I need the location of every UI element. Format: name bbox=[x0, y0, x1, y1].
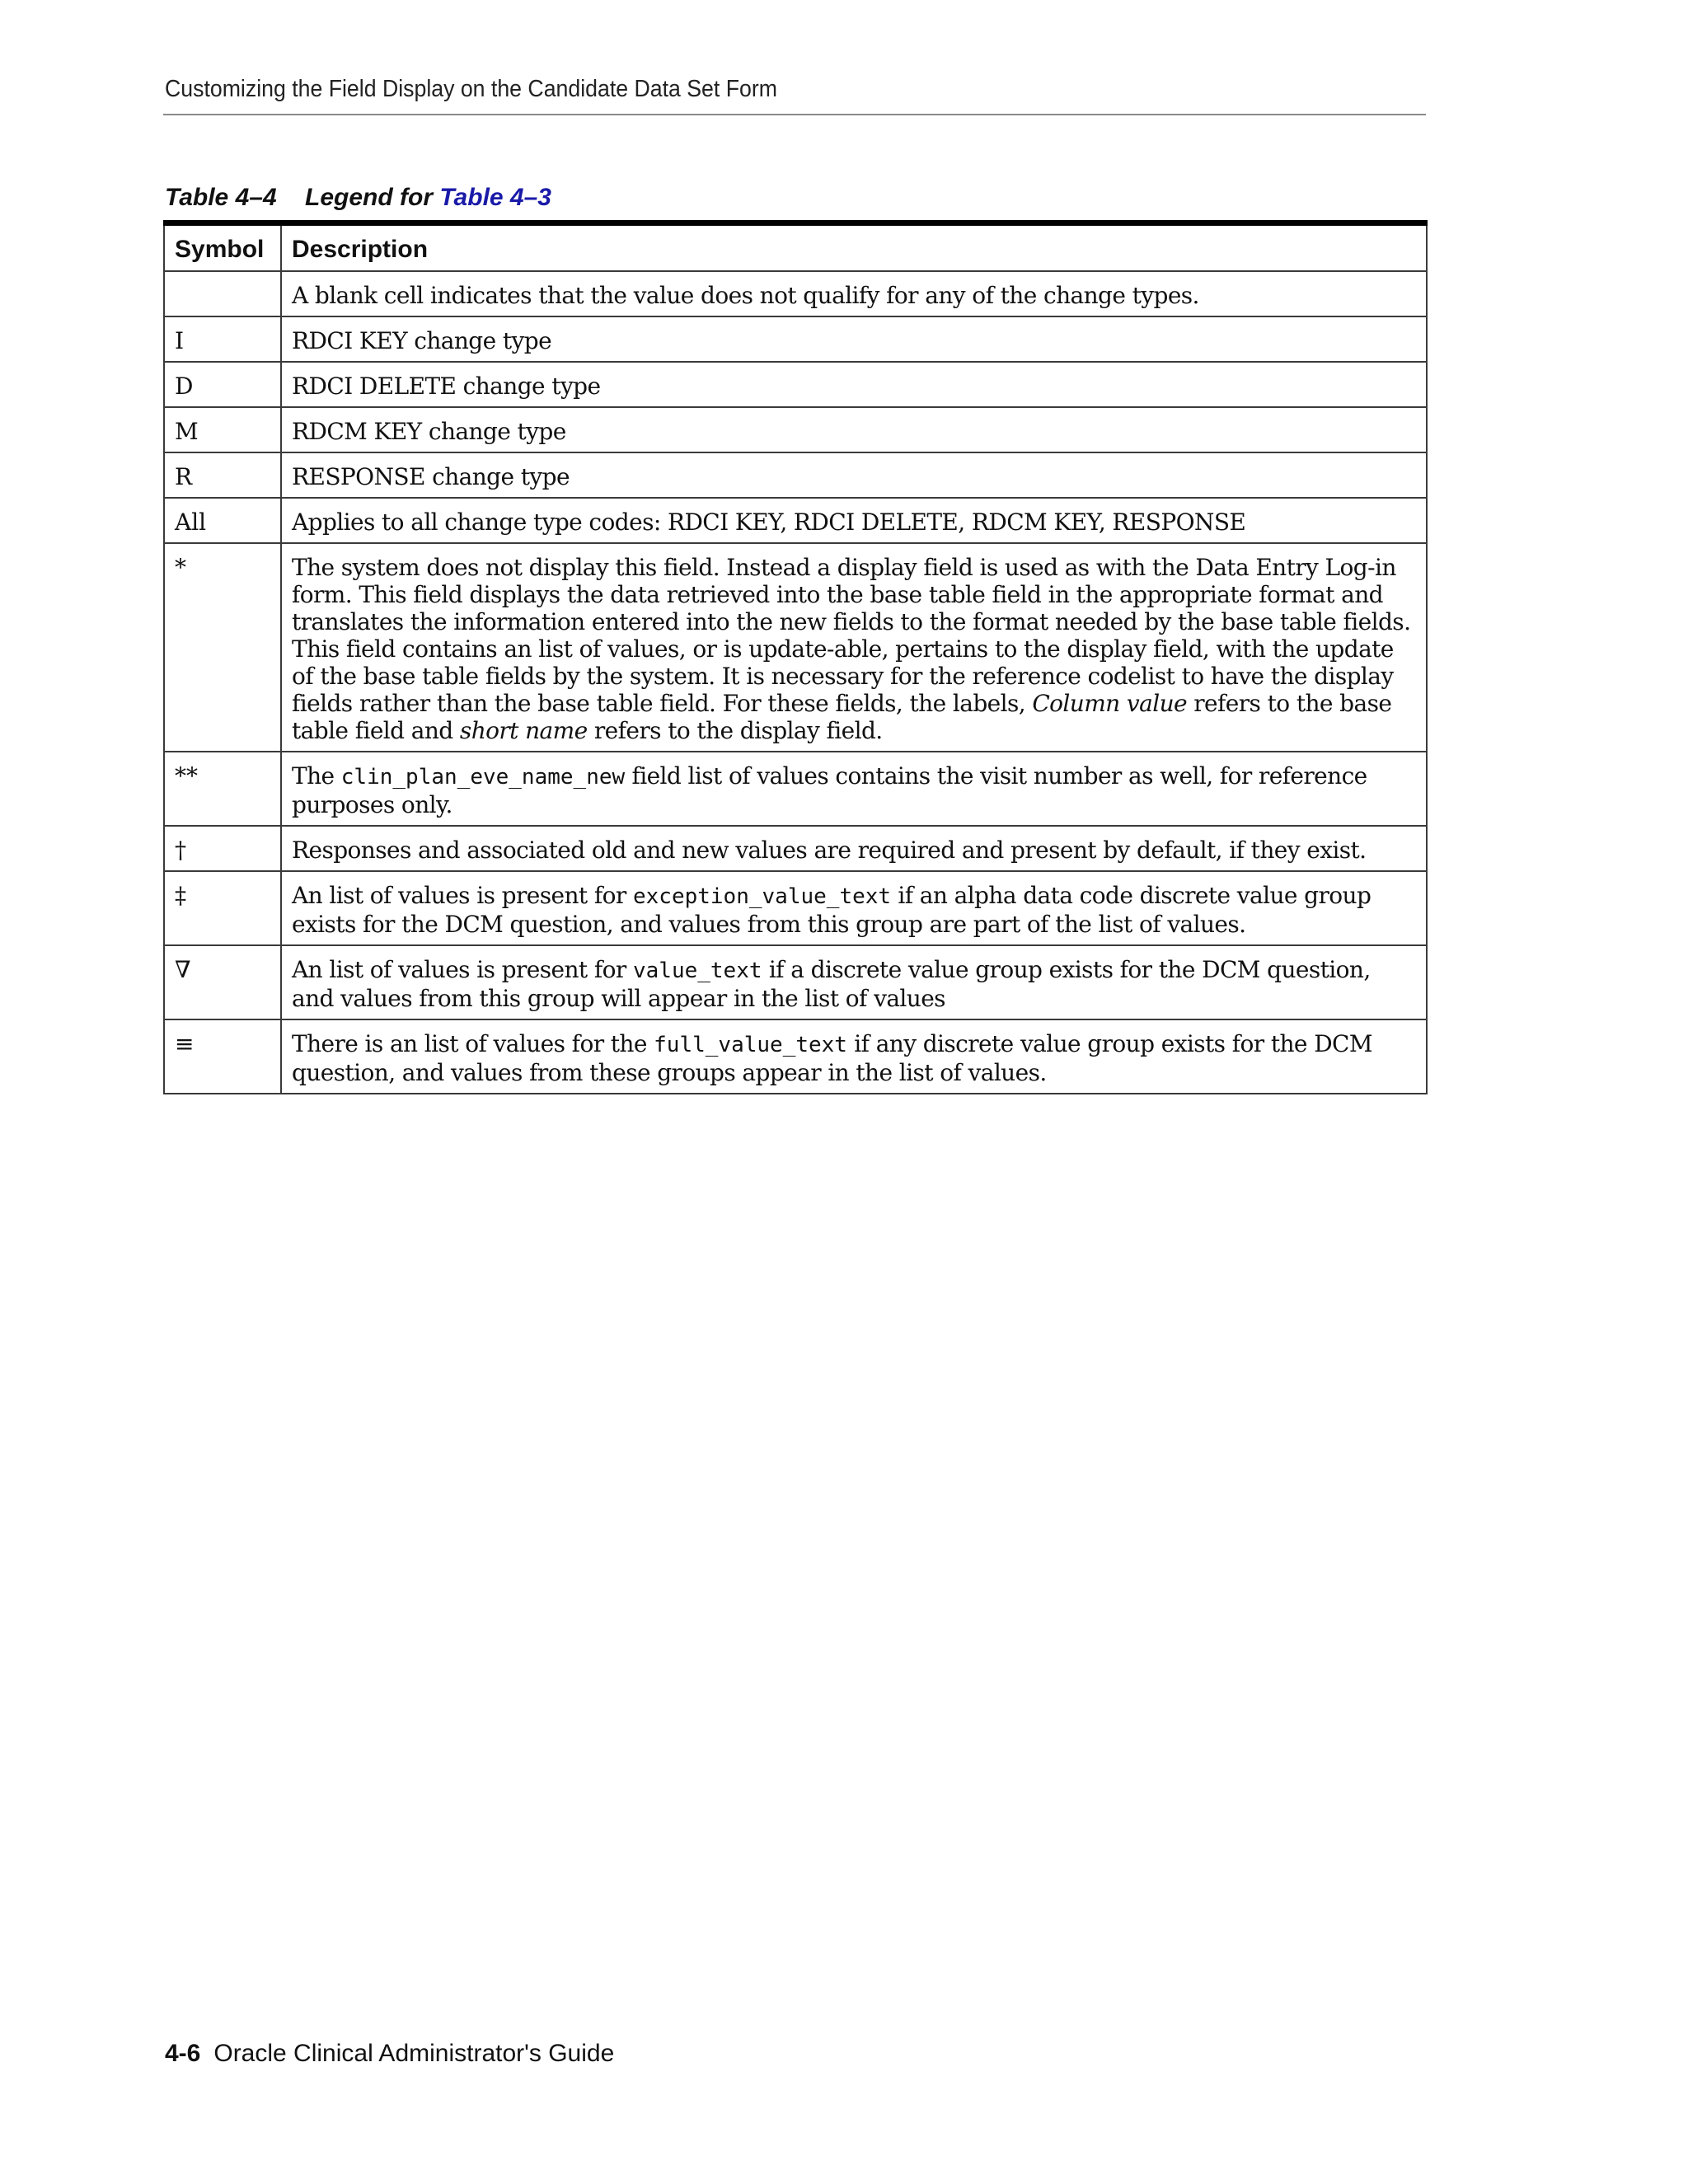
code-term: value_text bbox=[632, 958, 762, 983]
table-row bbox=[164, 871, 1427, 945]
symbol-cell: ** bbox=[164, 752, 281, 826]
legend-table bbox=[163, 220, 1428, 1094]
description-cell bbox=[281, 945, 1427, 1019]
table-caption-title: Legend for bbox=[305, 184, 433, 211]
header-divider bbox=[163, 114, 1426, 115]
description-cell bbox=[281, 871, 1427, 945]
description-text: if any discrete value group exists for the DCM question, and values from these groups appear in the list of values. bbox=[292, 1030, 1372, 1086]
table-row bbox=[164, 452, 1427, 498]
description-cell bbox=[281, 543, 1427, 752]
description-cell: RDCI KEY change type bbox=[281, 316, 1427, 362]
symbol-cell bbox=[164, 271, 281, 316]
description-text: field list of values contains the visit number as well, for reference purposes only. bbox=[292, 762, 1367, 818]
description-cell bbox=[281, 752, 1427, 826]
code-term: clin_plan_eve_name_new bbox=[340, 765, 626, 790]
table-header-row bbox=[164, 223, 1427, 272]
symbol-cell: All bbox=[164, 498, 281, 543]
description-text: An list of values is present for bbox=[292, 882, 633, 909]
symbol-cell: R bbox=[164, 452, 281, 498]
symbol-cell: ∇ bbox=[164, 945, 281, 1019]
table-caption bbox=[165, 184, 551, 212]
table-row bbox=[164, 498, 1427, 543]
description-cell: RDCI DELETE change type bbox=[281, 362, 1427, 407]
table-caption-number: Table 4–4 bbox=[165, 184, 277, 211]
book-title: Oracle Clinical Administrator's Guide bbox=[213, 2040, 615, 2067]
table-row bbox=[164, 316, 1427, 362]
symbol-cell: ‡ bbox=[164, 871, 281, 945]
column-header-symbol: Symbol bbox=[164, 223, 281, 272]
description-text: if a discrete value group exists for the DCM question, and values from this group will appear in the list of values bbox=[292, 956, 1371, 1012]
italic-term: short name bbox=[459, 717, 588, 744]
table-4-3-link[interactable]: Table 4–3 bbox=[439, 184, 551, 211]
symbol-cell: D bbox=[164, 362, 281, 407]
table-row bbox=[164, 1019, 1427, 1094]
description-text: There is an list of values for the bbox=[292, 1030, 654, 1057]
table-row bbox=[164, 826, 1427, 871]
description-text: The bbox=[292, 762, 341, 790]
description-cell: Applies to all change type codes: RDCI KEY, RDCI DELETE, RDCM KEY, RESPONSE bbox=[281, 498, 1427, 543]
description-text: refers to the display field. bbox=[587, 717, 883, 744]
running-header: Customizing the Field Display on the Candidate Data Set Form bbox=[165, 76, 777, 102]
table-row bbox=[164, 945, 1427, 1019]
table-row bbox=[164, 752, 1427, 826]
description-cell: RDCM KEY change type bbox=[281, 407, 1427, 452]
description-text: if an alpha data code discrete value group exists for the DCM question, and values from this group are part of the list of values. bbox=[292, 882, 1372, 938]
description-cell bbox=[281, 1019, 1427, 1094]
table-row bbox=[164, 362, 1427, 407]
page-number: 4-6 bbox=[165, 2040, 201, 2067]
table-row bbox=[164, 407, 1427, 452]
italic-term: Column value bbox=[1032, 690, 1187, 717]
symbol-cell: I bbox=[164, 316, 281, 362]
description-text: An list of values is present for bbox=[292, 956, 633, 983]
symbol-cell: † bbox=[164, 826, 281, 871]
description-text: refers to the base table field and bbox=[292, 690, 1392, 744]
table-row bbox=[164, 271, 1427, 316]
symbol-cell: ≡ bbox=[164, 1019, 281, 1094]
symbol-cell: * bbox=[164, 543, 281, 752]
description-cell: RESPONSE change type bbox=[281, 452, 1427, 498]
page-footer bbox=[165, 2040, 614, 2068]
description-text: The system does not display this field. Instead a display field is used as with the Data Entry Log-in form. This field displays the data retrieved into the base table field in the appropriate format and translates the information entered into the new fields to the format needed by the base table fields. This field contains an list of values, or is update-able, pertains to the display field, with the update of the base table fields by the system. It is necessary for the reference codelist to have the display fields rather than the base table field. For these fields, the labels, bbox=[292, 554, 1411, 717]
code-term: full_value_text bbox=[654, 1033, 847, 1057]
symbol-cell: M bbox=[164, 407, 281, 452]
code-term: exception_value_text bbox=[632, 884, 892, 909]
column-header-description: Description bbox=[281, 223, 1427, 272]
description-cell: A blank cell indicates that the value does not qualify for any of the change types. bbox=[281, 271, 1427, 316]
table-row bbox=[164, 543, 1427, 752]
description-cell: Responses and associated old and new values are required and present by default, if they exist. bbox=[281, 826, 1427, 871]
